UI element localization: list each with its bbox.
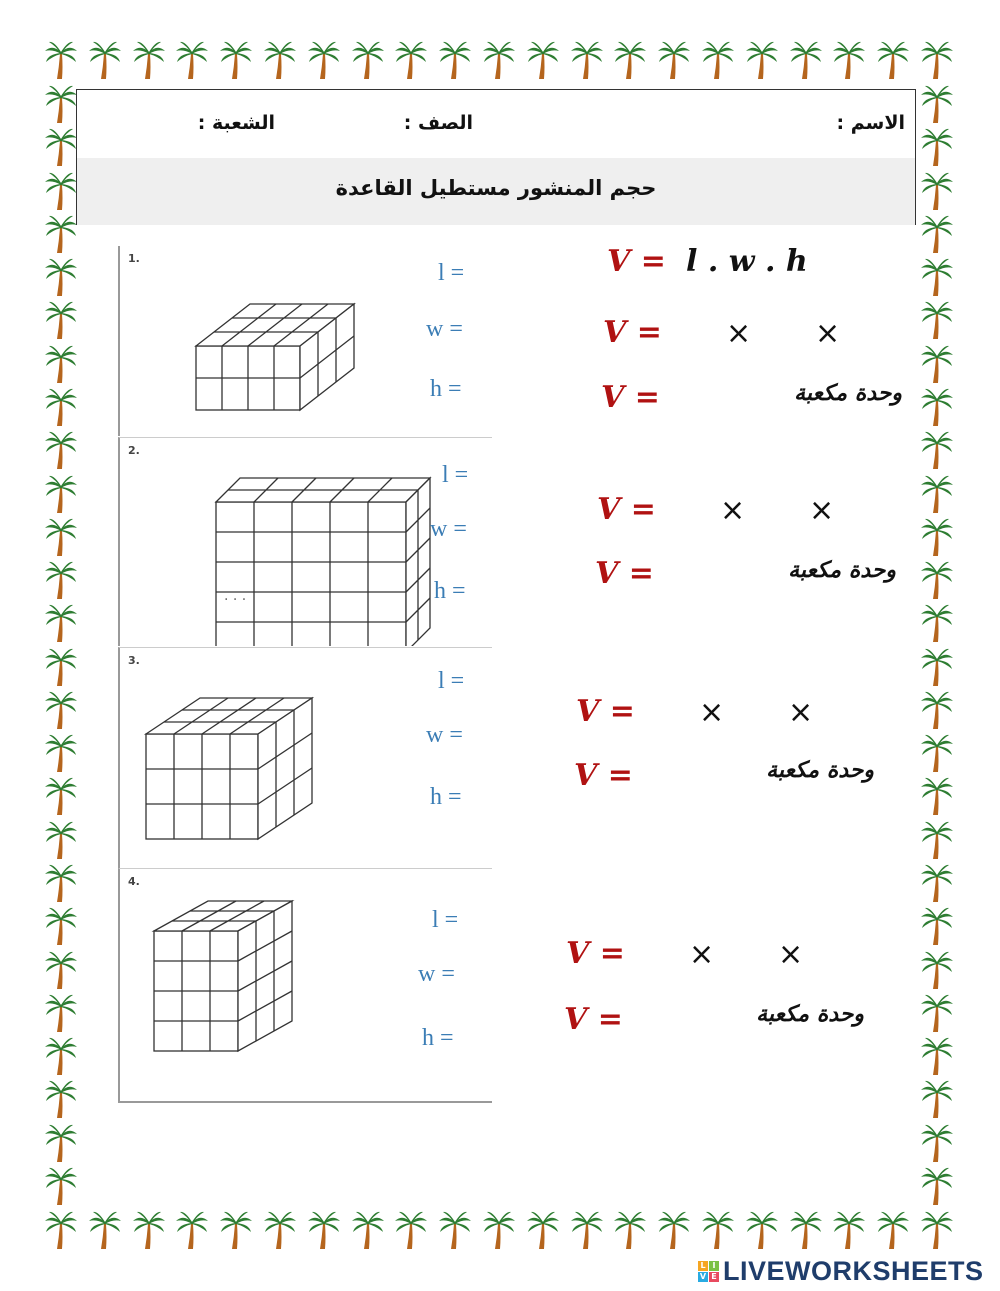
palm-tree-icon	[920, 1210, 954, 1250]
palm-tree-icon	[44, 1123, 78, 1163]
v-equals-3a: V =	[576, 694, 635, 729]
palm-tree-icon	[789, 40, 823, 80]
liveworksheets-icon: L I V E	[698, 1261, 719, 1282]
times-symbol: ×	[788, 695, 814, 730]
problem-number: 4.	[128, 875, 140, 888]
problem-panel-1	[118, 246, 492, 436]
palm-tree-icon	[920, 1079, 954, 1119]
palm-tree-icon	[438, 40, 472, 80]
times-symbol: ×	[815, 316, 841, 351]
v-equals-2a: V =	[597, 492, 656, 527]
palm-tree-icon	[44, 950, 78, 990]
palm-tree-icon	[44, 430, 78, 470]
palm-tree-icon	[920, 344, 954, 384]
palm-tree-icon	[44, 560, 78, 600]
width-label: w =	[426, 316, 463, 342]
dots-text: . . .	[224, 588, 247, 604]
palm-tree-icon	[44, 300, 78, 340]
palm-tree-icon	[920, 993, 954, 1033]
length-label: l =	[442, 462, 469, 488]
width-label: w =	[430, 516, 467, 542]
palm-tree-icon	[613, 40, 647, 80]
v-equals-2b: V =	[595, 556, 654, 591]
palm-tree-icon	[44, 171, 78, 211]
palm-tree-icon	[920, 733, 954, 773]
width-label: w =	[426, 722, 463, 748]
palm-tree-icon	[394, 40, 428, 80]
palm-tree-icon	[44, 647, 78, 687]
palm-tree-icon	[876, 1210, 910, 1250]
palm-tree-icon	[482, 1210, 516, 1250]
problem-panel-2	[118, 437, 492, 646]
palm-tree-icon	[44, 863, 78, 903]
palm-tree-icon	[920, 906, 954, 946]
palm-tree-icon	[219, 40, 253, 80]
palm-tree-icon	[920, 950, 954, 990]
palm-tree-icon	[745, 40, 779, 80]
palm-tree-icon	[570, 1210, 604, 1250]
palm-tree-icon	[44, 40, 78, 80]
v-equals-1b: V =	[601, 380, 660, 415]
height-label: h =	[430, 784, 462, 810]
palm-tree-icon	[920, 127, 954, 167]
palm-tree-icon	[44, 84, 78, 124]
palm-tree-icon	[920, 214, 954, 254]
section-label: الشعبة :	[197, 112, 275, 134]
palm-tree-icon	[175, 40, 209, 80]
palm-tree-icon	[44, 690, 78, 730]
palm-tree-icon	[920, 171, 954, 211]
times-symbol: ×	[809, 493, 835, 528]
times-symbol: ×	[699, 695, 725, 730]
palm-tree-icon	[132, 1210, 166, 1250]
palm-tree-icon	[920, 40, 954, 80]
times-symbol: ×	[726, 316, 752, 351]
formula-v-equals: V =	[607, 244, 666, 279]
palm-tree-icon	[351, 1210, 385, 1250]
palm-tree-icon	[657, 1210, 691, 1250]
palm-tree-icon	[175, 1210, 209, 1250]
times-symbol: ×	[720, 493, 746, 528]
cubic-unit-label: وحدة مكعبة	[766, 758, 874, 783]
times-symbol: ×	[689, 937, 715, 972]
palm-tree-icon	[920, 820, 954, 860]
palm-tree-icon	[920, 474, 954, 514]
palm-tree-icon	[920, 1036, 954, 1076]
palm-tree-icon	[920, 517, 954, 557]
brand-name: LIVEWORKSHEETS	[723, 1255, 984, 1286]
width-label: w =	[418, 961, 455, 987]
palm-tree-icon	[44, 517, 78, 557]
student-info-row	[77, 90, 915, 159]
palm-tree-icon	[44, 1036, 78, 1076]
palm-tree-icon	[657, 40, 691, 80]
length-label: l =	[438, 260, 465, 286]
name-label: الاسم :	[836, 112, 905, 134]
problem-panel-4	[118, 868, 492, 1103]
cube-figure-3	[120, 648, 492, 868]
palm-tree-icon	[263, 1210, 297, 1250]
v-equals-1a: V =	[603, 315, 662, 350]
palm-tree-icon	[132, 40, 166, 80]
palm-tree-icon	[438, 1210, 472, 1250]
cubic-unit-label: وحدة مكعبة	[794, 381, 902, 406]
cubic-unit-label: وحدة مكعبة	[756, 1002, 864, 1027]
palm-tree-icon	[745, 1210, 779, 1250]
palm-tree-icon	[44, 993, 78, 1033]
palm-tree-icon	[351, 40, 385, 80]
problem-number: 2.	[128, 444, 140, 457]
palm-tree-icon	[920, 300, 954, 340]
palm-tree-icon	[44, 603, 78, 643]
palm-tree-icon	[920, 603, 954, 643]
palm-tree-icon	[44, 1210, 78, 1250]
v-equals-4b: V =	[564, 1002, 623, 1037]
palm-tree-icon	[920, 776, 954, 816]
palm-tree-icon	[920, 430, 954, 470]
palm-tree-icon	[832, 40, 866, 80]
palm-tree-icon	[920, 690, 954, 730]
times-symbol: ×	[778, 937, 804, 972]
palm-tree-icon	[44, 733, 78, 773]
palm-tree-icon	[920, 647, 954, 687]
palm-tree-icon	[920, 1166, 954, 1206]
palm-tree-icon	[920, 257, 954, 297]
palm-tree-icon	[526, 40, 560, 80]
palm-tree-icon	[44, 474, 78, 514]
v-equals-3b: V =	[574, 758, 633, 793]
class-label: الصف :	[403, 112, 473, 134]
formula-expression: l . w . h	[686, 244, 808, 279]
height-label: h =	[434, 578, 466, 604]
palm-tree-icon	[88, 1210, 122, 1250]
palm-tree-icon	[920, 387, 954, 427]
palm-tree-icon	[44, 387, 78, 427]
palm-tree-icon	[613, 1210, 647, 1250]
palm-tree-icon	[263, 40, 297, 80]
palm-tree-icon	[88, 40, 122, 80]
height-label: h =	[422, 1025, 454, 1051]
palm-tree-icon	[219, 1210, 253, 1250]
palm-tree-icon	[44, 214, 78, 254]
palm-tree-icon	[44, 776, 78, 816]
palm-tree-icon	[44, 127, 78, 167]
palm-tree-icon	[526, 1210, 560, 1250]
palm-tree-icon	[920, 84, 954, 124]
v-equals-4a: V =	[566, 936, 625, 971]
palm-tree-icon	[307, 40, 341, 80]
palm-tree-icon	[44, 820, 78, 860]
palm-tree-icon	[307, 1210, 341, 1250]
palm-tree-icon	[701, 1210, 735, 1250]
problem-number: 1.	[128, 252, 140, 265]
palm-tree-icon	[44, 1079, 78, 1119]
palm-tree-icon	[44, 1166, 78, 1206]
height-label: h =	[430, 376, 462, 402]
cubic-unit-label: وحدة مكعبة	[788, 558, 896, 583]
palm-tree-icon	[701, 40, 735, 80]
palm-tree-icon	[570, 40, 604, 80]
header-box	[76, 89, 916, 225]
palm-tree-icon	[920, 560, 954, 600]
palm-tree-icon	[44, 344, 78, 384]
palm-tree-icon	[876, 40, 910, 80]
palm-tree-icon	[44, 257, 78, 297]
title-row	[77, 158, 915, 225]
palm-tree-icon	[394, 1210, 428, 1250]
palm-tree-icon	[920, 863, 954, 903]
palm-tree-icon	[44, 906, 78, 946]
length-label: l =	[438, 668, 465, 694]
palm-tree-icon	[482, 40, 516, 80]
length-label: l =	[432, 907, 459, 933]
palm-tree-icon	[832, 1210, 866, 1250]
liveworksheets-logo[interactable]	[698, 1257, 984, 1285]
palm-tree-icon	[789, 1210, 823, 1250]
problem-panel-3	[118, 647, 492, 868]
page-title: حجم المنشور مستطيل القاعدة	[335, 176, 657, 200]
problem-number: 3.	[128, 654, 140, 667]
palm-tree-icon	[920, 1123, 954, 1163]
